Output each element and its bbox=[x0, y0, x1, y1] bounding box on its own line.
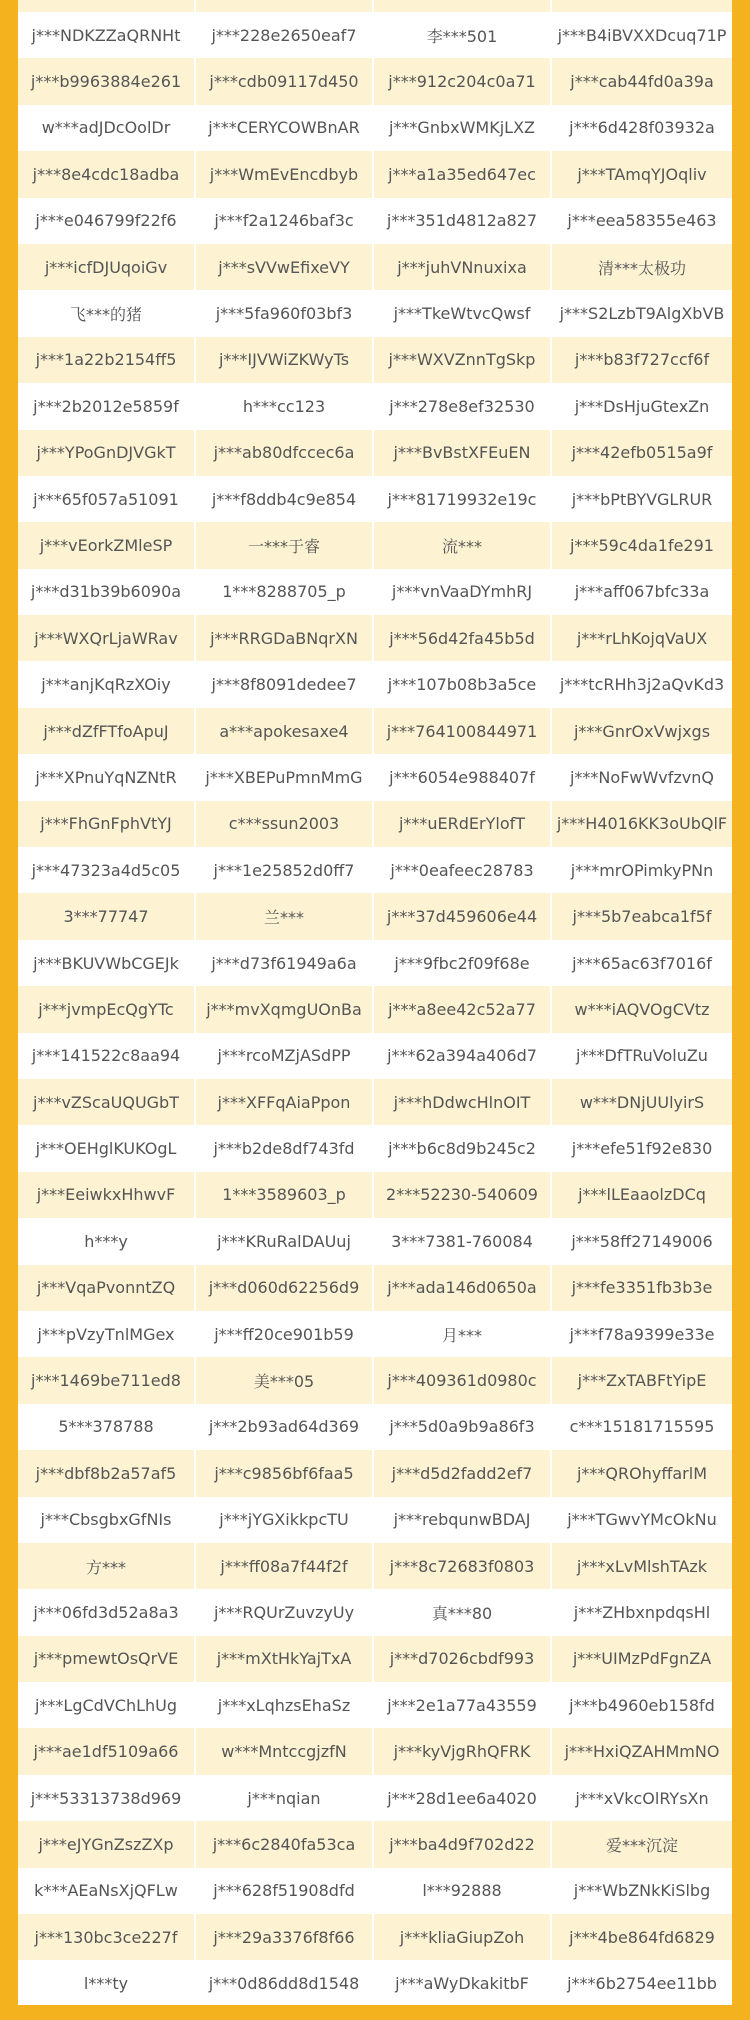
username-cell: j***rLhKojqVaUX bbox=[552, 615, 732, 661]
username-cell: j***HxiQZAHMmNO bbox=[552, 1728, 732, 1774]
username-cell: l***ty bbox=[18, 1960, 196, 2005]
username-cell: j***sVVwEfixeVY bbox=[196, 244, 374, 290]
username-cell: w***MntccgjzfN bbox=[196, 1728, 374, 1774]
username-cell: j***8e4cdc18adba bbox=[18, 151, 196, 197]
username-cell: j***6b2754ee11bb bbox=[552, 1960, 732, 2005]
username-cell: j***RQUrZuvzyUy bbox=[196, 1589, 374, 1635]
username-cell: j***YPoGnDJVGkT bbox=[18, 430, 196, 476]
username-cell: 李***501 bbox=[374, 12, 552, 58]
username-cell: j***RRGDaBNqrXN bbox=[196, 615, 374, 661]
username-cell: j***b2de8df743fd bbox=[196, 1125, 374, 1171]
username-cell: j***ff08a7f44f2f bbox=[196, 1543, 374, 1589]
username-cell: j***5fa960f03bf3 bbox=[196, 290, 374, 336]
username-cell: j***S2LzbT9AlgXbVB bbox=[552, 290, 732, 336]
username-cell: j***hDdwcHlnOIT bbox=[374, 1079, 552, 1125]
username-cell: j***6d428f03932a bbox=[552, 105, 732, 151]
username-cell: j***TGwvYMcOkNu bbox=[552, 1497, 732, 1543]
username-cell: 方*** bbox=[18, 1543, 196, 1589]
username-cell: l***92888 bbox=[374, 1868, 552, 1914]
username-cell: j***kliaGiupZoh bbox=[374, 1914, 552, 1960]
username-cell: j***278e8ef32530 bbox=[374, 383, 552, 429]
username-cell: j***d060d62256d9 bbox=[196, 1265, 374, 1311]
username-cell: 清***太极功 bbox=[552, 244, 732, 290]
username-cell: j***anjKqRzXOiy bbox=[18, 661, 196, 707]
username-cell: j***62a394a406d7 bbox=[374, 1033, 552, 1079]
username-cell: j***dbf8b2a57af5 bbox=[18, 1450, 196, 1496]
username-cell: j***29a3376f8f66 bbox=[196, 1914, 374, 1960]
username-cell: j***42efb0515a9f bbox=[552, 430, 732, 476]
username-cell: j***OEHglKUKOgL bbox=[18, 1125, 196, 1171]
username-cell: j***b6c8d9b245c2 bbox=[374, 1125, 552, 1171]
username-cell: j***eJYGnZszZXp bbox=[18, 1821, 196, 1867]
username-cell: j***xVkcOlRYsXn bbox=[552, 1775, 732, 1821]
winners-list-panel bbox=[18, 0, 732, 2005]
username-cell: j***2e1a77a43559 bbox=[374, 1682, 552, 1728]
username-cell: j***mvXqmgUOnBa bbox=[196, 986, 374, 1032]
username-cell: j***rcoMZjASdPP bbox=[196, 1033, 374, 1079]
username-cell: j***ff20ce901b59 bbox=[196, 1311, 374, 1357]
username-cell: j***65f057a51091 bbox=[18, 476, 196, 522]
username-cell: 兰*** bbox=[196, 893, 374, 939]
username-cell: j***1a22b2154ff5 bbox=[18, 337, 196, 383]
username-cell: j***mXtHkYajTxA bbox=[196, 1636, 374, 1682]
username-cell: j***28d1ee6a4020 bbox=[374, 1775, 552, 1821]
username-cell: c***15181715595 bbox=[552, 1404, 732, 1450]
username-cell: 5***378788 bbox=[18, 1404, 196, 1450]
username-cell: j***47323a4d5c05 bbox=[18, 847, 196, 893]
username-cell: j***aWyDkakitbF bbox=[374, 1960, 552, 2005]
username-cell: j***ae1df5109a66 bbox=[18, 1728, 196, 1774]
username-cell: j***628f51908dfd bbox=[196, 1868, 374, 1914]
username-cell: j***6054e988407f bbox=[374, 754, 552, 800]
username-cell: j***81719932e19c bbox=[374, 476, 552, 522]
username-cell: j***f8ddb4c9e854 bbox=[196, 476, 374, 522]
username-cell: j***GnbxWMKjLXZ bbox=[374, 105, 552, 151]
username-cell: j***cdb09117d450 bbox=[196, 58, 374, 104]
username-cell: j***ZHbxnpdqsHl bbox=[552, 1589, 732, 1635]
username-cell: j***d73f61949a6a bbox=[196, 940, 374, 986]
username-cell: j***8c72683f0803 bbox=[374, 1543, 552, 1589]
username-cell: 流*** bbox=[374, 522, 552, 568]
username-cell: j***fe3351fb3b3e bbox=[552, 1265, 732, 1311]
username-cell: j***764100844971 bbox=[374, 708, 552, 754]
username-cell: j***d7026cbdf993 bbox=[374, 1636, 552, 1682]
username-cell: j***ba4d9f702d22 bbox=[374, 1821, 552, 1867]
username-cell: j***KRuRalDAUuj bbox=[196, 1218, 374, 1264]
username-cell: j***BKUVWbCGEJk bbox=[18, 940, 196, 986]
username-cell: j***b9963884e261 bbox=[18, 58, 196, 104]
username-cell: j***6c2840fa53ca bbox=[196, 1821, 374, 1867]
username-cell: j***vEorkZMleSP bbox=[18, 522, 196, 568]
username-cell: j***5d0a9b9a86f3 bbox=[374, 1404, 552, 1450]
username-cell: j***XFFqAiaPpon bbox=[196, 1079, 374, 1125]
username-cell: j***UIMzPdFgnZA bbox=[552, 1636, 732, 1682]
username-cell: 一***于睿 bbox=[196, 522, 374, 568]
username-cell: c***ssun2003 bbox=[196, 801, 374, 847]
edge-cell bbox=[374, 0, 552, 12]
username-cell: j***351d4812a827 bbox=[374, 198, 552, 244]
username-cell: 飞***的猪 bbox=[18, 290, 196, 336]
username-cell: j***ab80dfccec6a bbox=[196, 430, 374, 476]
username-cell: j***ZxTABFtYipE bbox=[552, 1357, 732, 1403]
username-cell: j***DfTRuVoluZu bbox=[552, 1033, 732, 1079]
username-cell: j***dZfFTfoApuJ bbox=[18, 708, 196, 754]
username-cell: j***65ac63f7016f bbox=[552, 940, 732, 986]
username-cell: k***AEaNsXjQFLw bbox=[18, 1868, 196, 1914]
username-cell: 2***52230-540609 bbox=[374, 1172, 552, 1218]
username-cell: j***jvmpEcQgYTc bbox=[18, 986, 196, 1032]
previous-row-edge bbox=[18, 0, 732, 12]
username-cell: j***2b2012e5859f bbox=[18, 383, 196, 429]
username-cell: j***a1a35ed647ec bbox=[374, 151, 552, 197]
username-cell: j***141522c8aa94 bbox=[18, 1033, 196, 1079]
username-cell: j***WXVZnnTgSkp bbox=[374, 337, 552, 383]
username-cell: j***QROhyffarlM bbox=[552, 1450, 732, 1496]
username-cell: j***NoFwWvfzvnQ bbox=[552, 754, 732, 800]
username-cell: j***rebqunwBDAJ bbox=[374, 1497, 552, 1543]
username-cell: j***FhGnFphVtYJ bbox=[18, 801, 196, 847]
username-cell: j***XBEPuPmnMmG bbox=[196, 754, 374, 800]
username-cell: a***apokesaxe4 bbox=[196, 708, 374, 754]
username-cell: j***912c204c0a71 bbox=[374, 58, 552, 104]
username-cell: j***lLEaaolzDCq bbox=[552, 1172, 732, 1218]
username-cell: j***4be864fd6829 bbox=[552, 1914, 732, 1960]
username-cell: j***NDKZZaQRNHt bbox=[18, 12, 196, 58]
username-cell: j***d5d2fadd2ef7 bbox=[374, 1450, 552, 1496]
username-cell: j***xLqhzsEhaSz bbox=[196, 1682, 374, 1728]
username-cell: j***f78a9399e33e bbox=[552, 1311, 732, 1357]
username-cell: j***2b93ad64d369 bbox=[196, 1404, 374, 1450]
username-cell: 1***8288705_p bbox=[196, 569, 374, 615]
username-cell: 美***05 bbox=[196, 1357, 374, 1403]
username-cell: j***mrOPimkyPNn bbox=[552, 847, 732, 893]
username-cell: j***CERYCOWBnAR bbox=[196, 105, 374, 151]
username-cell: j***e046799f22f6 bbox=[18, 198, 196, 244]
username-cell: w***DNjUUlyirS bbox=[552, 1079, 732, 1125]
username-cell: j***kyVjgRhQFRK bbox=[374, 1728, 552, 1774]
username-cell: j***IJVWiZKWyTs bbox=[196, 337, 374, 383]
username-cell: j***56d42fa45b5d bbox=[374, 615, 552, 661]
username-cell: j***130bc3ce227f bbox=[18, 1914, 196, 1960]
username-cell: j***f2a1246baf3c bbox=[196, 198, 374, 244]
username-cell: j***B4iBVXXDcuq71P bbox=[552, 12, 732, 58]
username-cell: j***c9856bf6faa5 bbox=[196, 1450, 374, 1496]
username-cell: j***a8ee42c52a77 bbox=[374, 986, 552, 1032]
username-cell: 爱***沉淀 bbox=[552, 1821, 732, 1867]
username-cell: j***tcRHh3j2aQvKd3 bbox=[552, 661, 732, 707]
username-cell: w***adJDcOolDr bbox=[18, 105, 196, 151]
username-cell: j***TAmqYJOqliv bbox=[552, 151, 732, 197]
username-cell: w***iAQVOgCVtz bbox=[552, 986, 732, 1032]
username-cell: j***CbsgbxGfNIs bbox=[18, 1497, 196, 1543]
username-cell: j***XPnuYqNZNtR bbox=[18, 754, 196, 800]
username-cell: j***icfDJUqoiGv bbox=[18, 244, 196, 290]
username-cell: j***EeiwkxHhwvF bbox=[18, 1172, 196, 1218]
username-cell: j***TkeWtvcQwsf bbox=[374, 290, 552, 336]
username-cell: j***ada146d0650a bbox=[374, 1265, 552, 1311]
username-cell: j***GnrOxVwjxgs bbox=[552, 708, 732, 754]
username-cell: j***9fbc2f09f68e bbox=[374, 940, 552, 986]
edge-cell bbox=[18, 0, 196, 12]
winners-table bbox=[18, 12, 732, 2005]
username-cell: j***409361d0980c bbox=[374, 1357, 552, 1403]
username-cell: j***1e25852d0ff7 bbox=[196, 847, 374, 893]
username-cell: j***eea58355e463 bbox=[552, 198, 732, 244]
username-cell: j***b83f727ccf6f bbox=[552, 337, 732, 383]
username-cell: j***uERdErYlofT bbox=[374, 801, 552, 847]
username-cell: j***H4016KK3oUbQlF bbox=[552, 801, 732, 847]
username-cell: j***1469be711ed8 bbox=[18, 1357, 196, 1403]
username-cell: 3***77747 bbox=[18, 893, 196, 939]
username-cell: j***VqaPvonntZQ bbox=[18, 1265, 196, 1311]
username-cell: 1***3589603_p bbox=[196, 1172, 374, 1218]
username-cell: j***d31b39b6090a bbox=[18, 569, 196, 615]
username-cell: 月*** bbox=[374, 1311, 552, 1357]
username-cell: j***efe51f92e830 bbox=[552, 1125, 732, 1171]
username-cell: j***06fd3d52a8a3 bbox=[18, 1589, 196, 1635]
username-cell: 真***80 bbox=[374, 1589, 552, 1635]
username-cell: j***58ff27149006 bbox=[552, 1218, 732, 1264]
username-cell: j***b4960eb158fd bbox=[552, 1682, 732, 1728]
username-cell: j***juhVNnuxixa bbox=[374, 244, 552, 290]
username-cell: j***xLvMlshTAzk bbox=[552, 1543, 732, 1589]
username-cell: j***aff067bfc33a bbox=[552, 569, 732, 615]
username-cell: j***DsHjuGtexZn bbox=[552, 383, 732, 429]
username-cell: j***53313738d969 bbox=[18, 1775, 196, 1821]
username-cell: h***cc123 bbox=[196, 383, 374, 429]
username-cell: j***WbZNkKiSlbg bbox=[552, 1868, 732, 1914]
username-cell: j***bPtBYVGLRUR bbox=[552, 476, 732, 522]
username-cell: j***8f8091dedee7 bbox=[196, 661, 374, 707]
username-cell: h***y bbox=[18, 1218, 196, 1264]
edge-cell bbox=[552, 0, 732, 12]
username-cell: 3***7381-760084 bbox=[374, 1218, 552, 1264]
username-cell: j***0eafeec28783 bbox=[374, 847, 552, 893]
username-cell: j***107b08b3a5ce bbox=[374, 661, 552, 707]
username-cell: j***BvBstXFEuEN bbox=[374, 430, 552, 476]
username-cell: j***vZScaUQUGbT bbox=[18, 1079, 196, 1125]
username-cell: j***pVzyTnlMGex bbox=[18, 1311, 196, 1357]
username-cell: j***LgCdVChLhUg bbox=[18, 1682, 196, 1728]
username-cell: j***WmEvEncdbyb bbox=[196, 151, 374, 197]
username-cell: j***nqian bbox=[196, 1775, 374, 1821]
username-cell: j***0d86dd8d1548 bbox=[196, 1960, 374, 2005]
username-cell: j***228e2650eaf7 bbox=[196, 12, 374, 58]
username-cell: j***jYGXikkpcTU bbox=[196, 1497, 374, 1543]
username-cell: j***WXQrLjaWRav bbox=[18, 615, 196, 661]
username-cell: j***pmewtOsQrVE bbox=[18, 1636, 196, 1682]
username-cell: j***vnVaaDYmhRJ bbox=[374, 569, 552, 615]
username-cell: j***59c4da1fe291 bbox=[552, 522, 732, 568]
username-cell: j***37d459606e44 bbox=[374, 893, 552, 939]
username-cell: j***5b7eabca1f5f bbox=[552, 893, 732, 939]
username-cell: j***cab44fd0a39a bbox=[552, 58, 732, 104]
edge-cell bbox=[196, 0, 374, 12]
